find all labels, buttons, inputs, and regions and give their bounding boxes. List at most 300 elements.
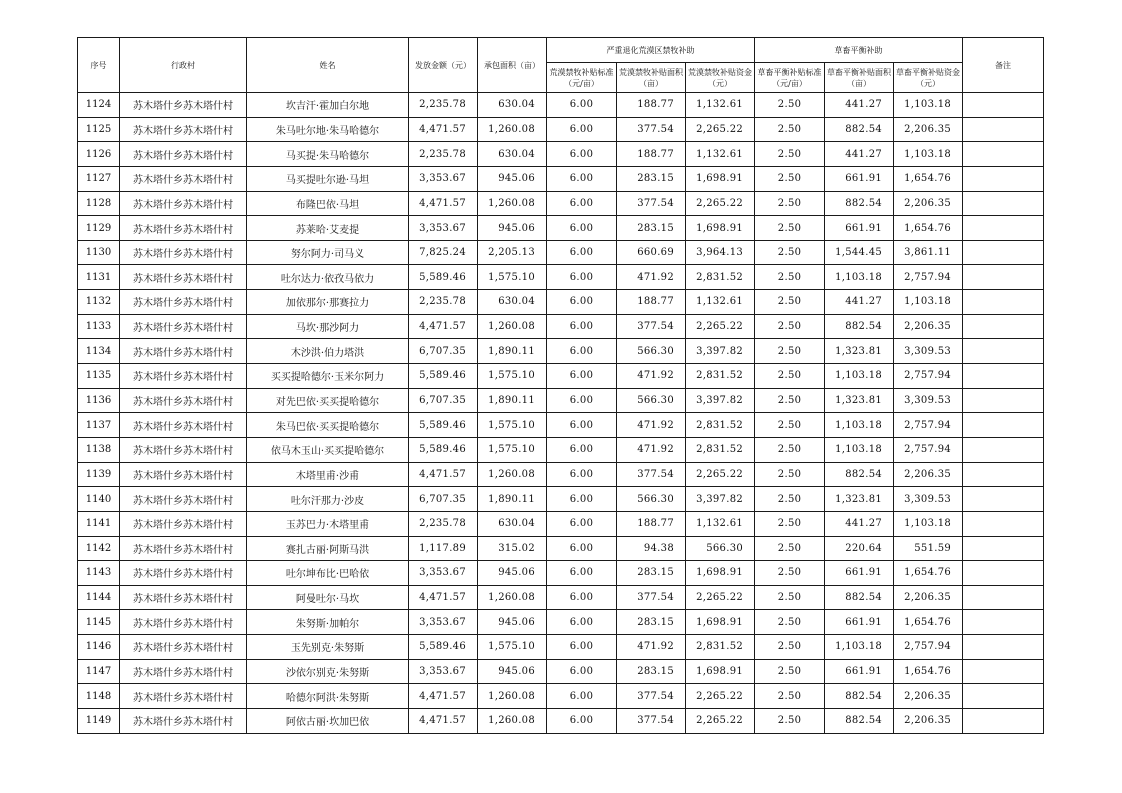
- cell-desert-area: 377.54: [617, 191, 686, 216]
- cell-amount: 2,235.78: [409, 93, 478, 118]
- cell-desert-fund: 1,132.61: [686, 142, 755, 167]
- cell-area: 1,575.10: [478, 413, 547, 438]
- header-balance-area: 草畜平衡补贴面积（亩）: [825, 63, 894, 93]
- cell-balance-area: 1,323.81: [825, 339, 894, 364]
- cell-village: 苏木塔什乡苏木塔什村: [120, 265, 247, 290]
- cell-village: 苏木塔什乡苏木塔什村: [120, 413, 247, 438]
- cell-desert-area: 377.54: [617, 462, 686, 487]
- cell-balance-standard: 2.50: [755, 388, 825, 413]
- table-row: [78, 610, 1044, 635]
- table-row: [78, 561, 1044, 586]
- cell-balance-area: 882.54: [825, 117, 894, 142]
- cell-balance-standard: 2.50: [755, 216, 825, 241]
- cell-seq: 1128: [78, 191, 120, 216]
- cell-desert-area: 471.92: [617, 364, 686, 389]
- cell-balance-standard: 2.50: [755, 290, 825, 315]
- table-row: [78, 462, 1044, 487]
- cell-desert-area: 377.54: [617, 117, 686, 142]
- cell-name: 玉苏巴力·木塔里甫: [247, 511, 409, 536]
- table-row: [78, 684, 1044, 709]
- cell-balance-fund: 3,861.11: [894, 240, 963, 265]
- cell-balance-area: 1,323.81: [825, 388, 894, 413]
- cell-desert-standard: 6.00: [547, 585, 617, 610]
- table-row: [78, 635, 1044, 660]
- cell-village: 苏木塔什乡苏木塔什村: [120, 610, 247, 635]
- cell-desert-standard: 6.00: [547, 216, 617, 241]
- cell-desert-standard: 6.00: [547, 339, 617, 364]
- cell-amount: 3,353.67: [409, 561, 478, 586]
- cell-balance-standard: 2.50: [755, 339, 825, 364]
- cell-amount: 5,589.46: [409, 635, 478, 660]
- cell-amount: 4,471.57: [409, 191, 478, 216]
- cell-area: 1,260.08: [478, 462, 547, 487]
- header-amount: 发放金额（元）: [409, 38, 478, 93]
- cell-desert-standard: 6.00: [547, 536, 617, 561]
- cell-area: 1,575.10: [478, 437, 547, 462]
- cell-desert-area: 377.54: [617, 314, 686, 339]
- cell-balance-area: 1,103.18: [825, 437, 894, 462]
- cell-desert-fund: 1,132.61: [686, 93, 755, 118]
- cell-seq: 1124: [78, 93, 120, 118]
- cell-amount: 5,589.46: [409, 265, 478, 290]
- cell-remark: [963, 290, 1044, 315]
- cell-balance-standard: 2.50: [755, 142, 825, 167]
- subsidy-table: [77, 37, 1044, 734]
- cell-balance-area: 882.54: [825, 709, 894, 734]
- table-row: [78, 511, 1044, 536]
- cell-remark: [963, 117, 1044, 142]
- cell-amount: 3,353.67: [409, 166, 478, 191]
- cell-desert-area: 471.92: [617, 635, 686, 660]
- cell-desert-area: 283.15: [617, 659, 686, 684]
- cell-balance-fund: 1,103.18: [894, 93, 963, 118]
- cell-balance-fund: 2,757.94: [894, 265, 963, 290]
- cell-balance-fund: 1,103.18: [894, 511, 963, 536]
- table-row: [78, 388, 1044, 413]
- cell-desert-fund: 1,698.91: [686, 561, 755, 586]
- table-row: [78, 191, 1044, 216]
- cell-desert-fund: 2,265.22: [686, 709, 755, 734]
- cell-name: 马买提·朱马哈德尔: [247, 142, 409, 167]
- cell-area: 630.04: [478, 290, 547, 315]
- cell-balance-fund: 1,654.76: [894, 561, 963, 586]
- cell-desert-standard: 6.00: [547, 117, 617, 142]
- cell-desert-fund: 1,132.61: [686, 290, 755, 315]
- cell-amount: 4,471.57: [409, 684, 478, 709]
- cell-balance-standard: 2.50: [755, 536, 825, 561]
- table-row: [78, 314, 1044, 339]
- cell-desert-standard: 6.00: [547, 462, 617, 487]
- cell-balance-standard: 2.50: [755, 117, 825, 142]
- cell-desert-fund: 2,831.52: [686, 265, 755, 290]
- cell-balance-area: 220.64: [825, 536, 894, 561]
- cell-name: 马买提吐尔逊·马坦: [247, 166, 409, 191]
- cell-remark: [963, 364, 1044, 389]
- cell-desert-fund: 3,397.82: [686, 339, 755, 364]
- header-group-desert: 严重退化荒漠区禁牧补助: [547, 38, 755, 63]
- cell-area: 1,890.11: [478, 487, 547, 512]
- cell-village: 苏木塔什乡苏木塔什村: [120, 117, 247, 142]
- cell-desert-area: 94.38: [617, 536, 686, 561]
- cell-amount: 6,707.35: [409, 339, 478, 364]
- cell-desert-standard: 6.00: [547, 511, 617, 536]
- cell-balance-standard: 2.50: [755, 659, 825, 684]
- cell-desert-area: 188.77: [617, 290, 686, 315]
- cell-balance-fund: 2,757.94: [894, 437, 963, 462]
- cell-amount: 2,235.78: [409, 290, 478, 315]
- table-header: [78, 38, 1044, 93]
- cell-name: 木沙洪·伯力塔洪: [247, 339, 409, 364]
- cell-balance-standard: 2.50: [755, 166, 825, 191]
- cell-amount: 3,353.67: [409, 659, 478, 684]
- cell-balance-standard: 2.50: [755, 265, 825, 290]
- cell-area: 1,260.08: [478, 684, 547, 709]
- cell-balance-fund: 2,757.94: [894, 364, 963, 389]
- cell-balance-fund: 2,206.35: [894, 684, 963, 709]
- cell-balance-area: 882.54: [825, 314, 894, 339]
- cell-area: 945.06: [478, 610, 547, 635]
- cell-remark: [963, 265, 1044, 290]
- cell-village: 苏木塔什乡苏木塔什村: [120, 142, 247, 167]
- cell-amount: 1,117.89: [409, 536, 478, 561]
- cell-balance-fund: 551.59: [894, 536, 963, 561]
- cell-balance-fund: 2,757.94: [894, 413, 963, 438]
- cell-remark: [963, 437, 1044, 462]
- cell-desert-fund: 1,698.91: [686, 659, 755, 684]
- cell-desert-fund: 566.30: [686, 536, 755, 561]
- cell-name: 哈德尔阿洪·朱努斯: [247, 684, 409, 709]
- cell-name: 阿依古丽·坎加巴依: [247, 709, 409, 734]
- cell-desert-fund: 2,831.52: [686, 364, 755, 389]
- cell-remark: [963, 585, 1044, 610]
- table-row: [78, 240, 1044, 265]
- cell-balance-fund: 2,206.35: [894, 709, 963, 734]
- table-row: [78, 216, 1044, 241]
- cell-balance-area: 441.27: [825, 93, 894, 118]
- table-row: [78, 142, 1044, 167]
- cell-area: 945.06: [478, 216, 547, 241]
- cell-seq: 1126: [78, 142, 120, 167]
- cell-area: 1,260.08: [478, 585, 547, 610]
- cell-desert-standard: 6.00: [547, 93, 617, 118]
- cell-area: 1,890.11: [478, 339, 547, 364]
- cell-balance-standard: 2.50: [755, 487, 825, 512]
- cell-amount: 2,235.78: [409, 142, 478, 167]
- cell-area: 630.04: [478, 142, 547, 167]
- cell-desert-fund: 1,132.61: [686, 511, 755, 536]
- cell-name: 朱马巴依·买买提哈德尔: [247, 413, 409, 438]
- cell-balance-fund: 2,206.35: [894, 314, 963, 339]
- cell-remark: [963, 659, 1044, 684]
- cell-amount: 6,707.35: [409, 388, 478, 413]
- header-group-balance: 草畜平衡补助: [755, 38, 963, 63]
- cell-balance-area: 1,103.18: [825, 265, 894, 290]
- cell-seq: 1137: [78, 413, 120, 438]
- cell-village: 苏木塔什乡苏木塔什村: [120, 93, 247, 118]
- cell-seq: 1148: [78, 684, 120, 709]
- cell-balance-fund: 2,206.35: [894, 117, 963, 142]
- cell-remark: [963, 684, 1044, 709]
- cell-name: 加依那尔·那赛拉力: [247, 290, 409, 315]
- cell-desert-area: 283.15: [617, 561, 686, 586]
- cell-village: 苏木塔什乡苏木塔什村: [120, 536, 247, 561]
- cell-area: 630.04: [478, 93, 547, 118]
- cell-desert-area: 188.77: [617, 511, 686, 536]
- cell-name: 马坎·那沙阿力: [247, 314, 409, 339]
- cell-seq: 1144: [78, 585, 120, 610]
- cell-balance-standard: 2.50: [755, 364, 825, 389]
- cell-desert-area: 377.54: [617, 684, 686, 709]
- cell-village: 苏木塔什乡苏木塔什村: [120, 339, 247, 364]
- cell-balance-area: 441.27: [825, 511, 894, 536]
- cell-amount: 5,589.46: [409, 437, 478, 462]
- cell-balance-standard: 2.50: [755, 93, 825, 118]
- cell-amount: 4,471.57: [409, 117, 478, 142]
- cell-area: 1,575.10: [478, 364, 547, 389]
- cell-desert-area: 283.15: [617, 610, 686, 635]
- cell-seq: 1147: [78, 659, 120, 684]
- table-row: [78, 709, 1044, 734]
- cell-desert-standard: 6.00: [547, 240, 617, 265]
- cell-desert-standard: 6.00: [547, 635, 617, 660]
- cell-name: 吐尔汗那力·沙皮: [247, 487, 409, 512]
- cell-seq: 1142: [78, 536, 120, 561]
- table-row: [78, 117, 1044, 142]
- cell-area: 1,575.10: [478, 265, 547, 290]
- cell-balance-standard: 2.50: [755, 585, 825, 610]
- cell-desert-fund: 2,265.22: [686, 684, 755, 709]
- cell-remark: [963, 216, 1044, 241]
- cell-remark: [963, 314, 1044, 339]
- cell-remark: [963, 536, 1044, 561]
- header-name: 姓名: [247, 38, 409, 93]
- cell-desert-standard: 6.00: [547, 659, 617, 684]
- cell-amount: 3,353.67: [409, 610, 478, 635]
- cell-name: 玉先别克·朱努斯: [247, 635, 409, 660]
- cell-name: 布隆巴依·马坦: [247, 191, 409, 216]
- cell-area: 945.06: [478, 166, 547, 191]
- cell-desert-area: 566.30: [617, 388, 686, 413]
- cell-balance-fund: 2,206.35: [894, 191, 963, 216]
- cell-remark: [963, 388, 1044, 413]
- cell-balance-area: 1,323.81: [825, 487, 894, 512]
- header-remark: 备注: [963, 38, 1044, 93]
- cell-name: 依马木玉山·买买提哈德尔: [247, 437, 409, 462]
- cell-balance-area: 1,544.45: [825, 240, 894, 265]
- table-row: [78, 364, 1044, 389]
- cell-balance-standard: 2.50: [755, 314, 825, 339]
- table-row: [78, 93, 1044, 118]
- cell-balance-area: 1,103.18: [825, 413, 894, 438]
- cell-desert-standard: 6.00: [547, 142, 617, 167]
- cell-seq: 1146: [78, 635, 120, 660]
- cell-amount: 4,471.57: [409, 585, 478, 610]
- cell-name: 吐尔坤布比·巴哈依: [247, 561, 409, 586]
- cell-amount: 7,825.24: [409, 240, 478, 265]
- cell-balance-area: 661.91: [825, 659, 894, 684]
- cell-amount: 5,589.46: [409, 364, 478, 389]
- cell-seq: 1141: [78, 511, 120, 536]
- cell-balance-standard: 2.50: [755, 684, 825, 709]
- cell-village: 苏木塔什乡苏木塔什村: [120, 437, 247, 462]
- cell-village: 苏木塔什乡苏木塔什村: [120, 462, 247, 487]
- cell-remark: [963, 240, 1044, 265]
- cell-desert-fund: 2,265.22: [686, 117, 755, 142]
- cell-area: 315.02: [478, 536, 547, 561]
- cell-name: 坎吉汗·霍加白尔地: [247, 93, 409, 118]
- cell-remark: [963, 511, 1044, 536]
- cell-area: 1,575.10: [478, 635, 547, 660]
- cell-balance-fund: 2,206.35: [894, 585, 963, 610]
- cell-desert-fund: 1,698.91: [686, 216, 755, 241]
- cell-name: 对先巴依·买买提哈德尔: [247, 388, 409, 413]
- cell-area: 1,260.08: [478, 117, 547, 142]
- table-row: [78, 659, 1044, 684]
- cell-balance-area: 441.27: [825, 142, 894, 167]
- cell-balance-standard: 2.50: [755, 635, 825, 660]
- cell-remark: [963, 339, 1044, 364]
- cell-balance-fund: 1,103.18: [894, 290, 963, 315]
- cell-seq: 1130: [78, 240, 120, 265]
- cell-remark: [963, 561, 1044, 586]
- cell-amount: 4,471.57: [409, 709, 478, 734]
- cell-desert-fund: 3,397.82: [686, 388, 755, 413]
- cell-seq: 1140: [78, 487, 120, 512]
- cell-seq: 1135: [78, 364, 120, 389]
- cell-desert-fund: 2,265.22: [686, 462, 755, 487]
- cell-desert-fund: 2,831.52: [686, 635, 755, 660]
- cell-balance-fund: 3,309.53: [894, 487, 963, 512]
- cell-desert-standard: 6.00: [547, 709, 617, 734]
- cell-area: 1,260.08: [478, 314, 547, 339]
- cell-area: 1,260.08: [478, 709, 547, 734]
- cell-desert-standard: 6.00: [547, 437, 617, 462]
- cell-area: 1,260.08: [478, 191, 547, 216]
- cell-amount: 5,589.46: [409, 413, 478, 438]
- cell-desert-standard: 6.00: [547, 610, 617, 635]
- cell-name: 苏莱哈·艾麦提: [247, 216, 409, 241]
- cell-seq: 1149: [78, 709, 120, 734]
- cell-balance-area: 1,103.18: [825, 364, 894, 389]
- header-area: 承包面积（亩）: [478, 38, 547, 93]
- header-village: 行政村: [120, 38, 247, 93]
- cell-desert-standard: 6.00: [547, 166, 617, 191]
- cell-balance-area: 661.91: [825, 216, 894, 241]
- cell-desert-standard: 6.00: [547, 314, 617, 339]
- cell-desert-standard: 6.00: [547, 191, 617, 216]
- cell-balance-fund: 3,309.53: [894, 388, 963, 413]
- cell-desert-standard: 6.00: [547, 684, 617, 709]
- cell-village: 苏木塔什乡苏木塔什村: [120, 290, 247, 315]
- header-seq: 序号: [78, 38, 120, 93]
- cell-balance-area: 882.54: [825, 684, 894, 709]
- cell-name: 朱努斯·加帕尔: [247, 610, 409, 635]
- cell-amount: 6,707.35: [409, 487, 478, 512]
- cell-seq: 1131: [78, 265, 120, 290]
- cell-village: 苏木塔什乡苏木塔什村: [120, 684, 247, 709]
- table-row: [78, 437, 1044, 462]
- cell-village: 苏木塔什乡苏木塔什村: [120, 709, 247, 734]
- cell-balance-standard: 2.50: [755, 413, 825, 438]
- cell-seq: 1125: [78, 117, 120, 142]
- cell-seq: 1145: [78, 610, 120, 635]
- table-row: [78, 290, 1044, 315]
- header-balance-standard: 草畜平衡补贴标准（元/亩）: [755, 63, 825, 93]
- cell-balance-fund: 3,309.53: [894, 339, 963, 364]
- cell-balance-area: 441.27: [825, 290, 894, 315]
- cell-desert-standard: 6.00: [547, 487, 617, 512]
- cell-amount: 3,353.67: [409, 216, 478, 241]
- cell-desert-area: 566.30: [617, 487, 686, 512]
- cell-village: 苏木塔什乡苏木塔什村: [120, 511, 247, 536]
- cell-area: 945.06: [478, 659, 547, 684]
- cell-desert-fund: 1,698.91: [686, 610, 755, 635]
- cell-village: 苏木塔什乡苏木塔什村: [120, 659, 247, 684]
- cell-balance-standard: 2.50: [755, 561, 825, 586]
- cell-seq: 1129: [78, 216, 120, 241]
- cell-remark: [963, 635, 1044, 660]
- cell-desert-area: 471.92: [617, 413, 686, 438]
- cell-desert-fund: 2,831.52: [686, 437, 755, 462]
- cell-desert-fund: 2,265.22: [686, 314, 755, 339]
- cell-name: 吐尔达力·依孜马依力: [247, 265, 409, 290]
- cell-village: 苏木塔什乡苏木塔什村: [120, 216, 247, 241]
- cell-amount: 2,235.78: [409, 511, 478, 536]
- header-balance-fund: 草畜平衡补贴资金（元）: [894, 63, 963, 93]
- cell-desert-fund: 2,831.52: [686, 413, 755, 438]
- cell-village: 苏木塔什乡苏木塔什村: [120, 364, 247, 389]
- cell-balance-standard: 2.50: [755, 191, 825, 216]
- table-row: [78, 487, 1044, 512]
- cell-balance-area: 661.91: [825, 610, 894, 635]
- cell-seq: 1132: [78, 290, 120, 315]
- cell-balance-area: 882.54: [825, 585, 894, 610]
- cell-amount: 4,471.57: [409, 462, 478, 487]
- cell-desert-area: 377.54: [617, 585, 686, 610]
- cell-remark: [963, 709, 1044, 734]
- cell-balance-standard: 2.50: [755, 511, 825, 536]
- cell-seq: 1138: [78, 437, 120, 462]
- table-row: [78, 413, 1044, 438]
- cell-balance-fund: 1,654.76: [894, 659, 963, 684]
- cell-desert-fund: 2,265.22: [686, 585, 755, 610]
- cell-village: 苏木塔什乡苏木塔什村: [120, 561, 247, 586]
- cell-desert-area: 471.92: [617, 265, 686, 290]
- cell-village: 苏木塔什乡苏木塔什村: [120, 166, 247, 191]
- cell-balance-area: 661.91: [825, 561, 894, 586]
- cell-remark: [963, 166, 1044, 191]
- cell-name: 木塔里甫·沙甫: [247, 462, 409, 487]
- cell-name: 努尔阿力·司马义: [247, 240, 409, 265]
- cell-name: 朱马吐尔地·朱马哈德尔: [247, 117, 409, 142]
- cell-balance-fund: 1,654.76: [894, 610, 963, 635]
- table-row: [78, 265, 1044, 290]
- cell-remark: [963, 93, 1044, 118]
- cell-balance-fund: 2,206.35: [894, 462, 963, 487]
- cell-village: 苏木塔什乡苏木塔什村: [120, 635, 247, 660]
- cell-balance-standard: 2.50: [755, 610, 825, 635]
- cell-balance-area: 882.54: [825, 191, 894, 216]
- cell-remark: [963, 462, 1044, 487]
- cell-desert-area: 660.69: [617, 240, 686, 265]
- cell-desert-standard: 6.00: [547, 561, 617, 586]
- cell-seq: 1136: [78, 388, 120, 413]
- table-row: [78, 339, 1044, 364]
- cell-village: 苏木塔什乡苏木塔什村: [120, 191, 247, 216]
- cell-seq: 1134: [78, 339, 120, 364]
- cell-balance-standard: 2.50: [755, 240, 825, 265]
- table-body: [78, 93, 1044, 734]
